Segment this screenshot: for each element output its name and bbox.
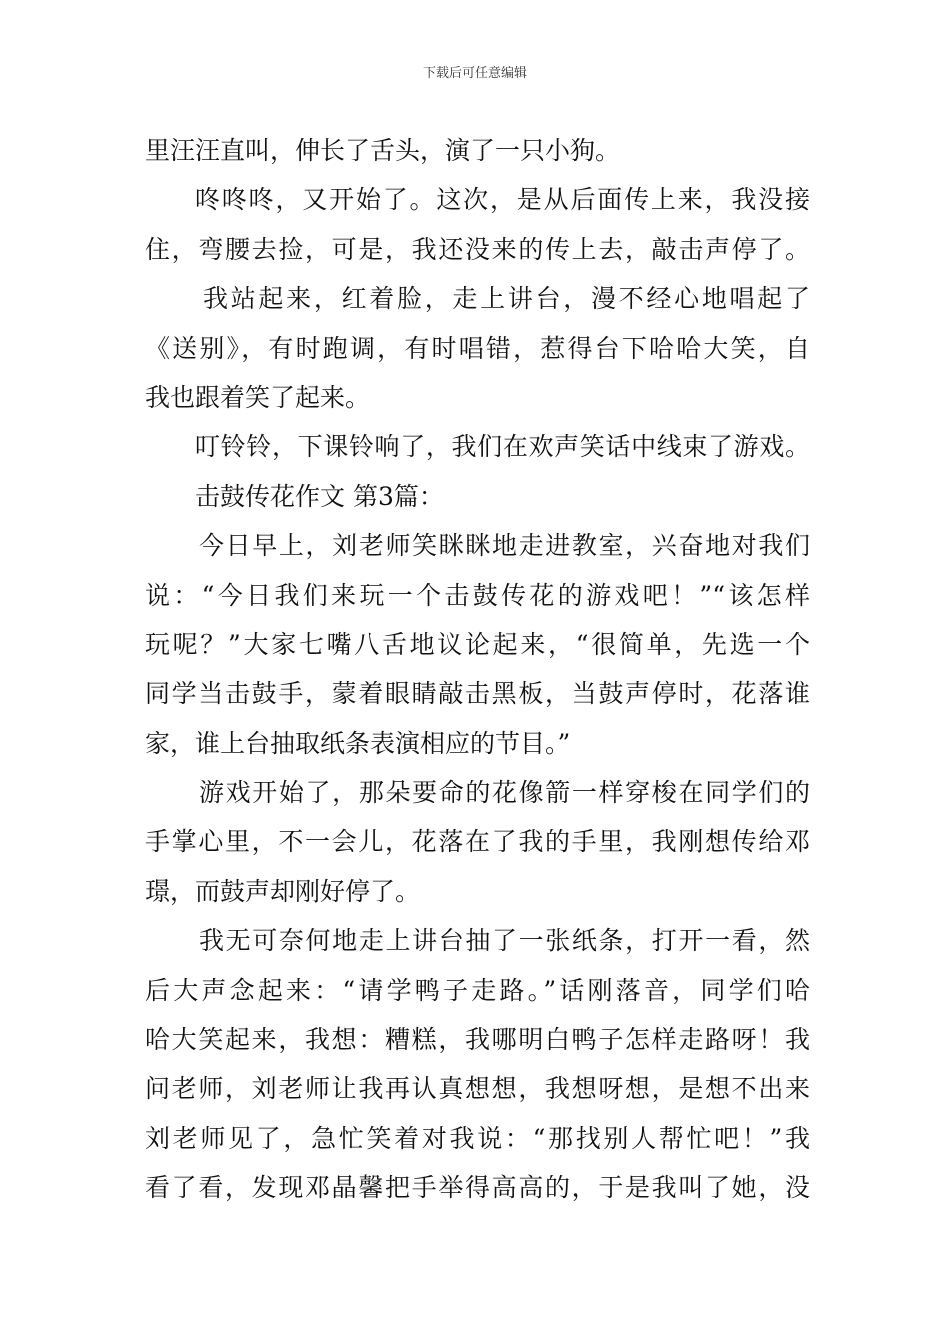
section-heading: 击鼓传花作文 第3篇： bbox=[195, 481, 444, 511]
text-line: 我无可奈何地走上讲台抽了一张纸条，打开一看，然 bbox=[199, 926, 810, 956]
text-line: 手掌心里，不一会儿，花落在了我的手里，我刚想传给邓 bbox=[145, 827, 810, 857]
text-line: 说：“今日我们来玩一个击鼓传花的游戏吧！”“该怎样 bbox=[145, 580, 810, 610]
text-line: 住，弯腰去捡，可是，我还没来的传上去，敲击声停了。 bbox=[145, 234, 810, 264]
text-line: 我也跟着笑了起来。 bbox=[145, 382, 371, 412]
document-body bbox=[145, 126, 810, 1213]
page-header: 下载后可任意编辑 bbox=[422, 66, 527, 81]
text-line: 叮铃铃，下课铃响了，我们在欢声笑话中线束了游戏。 bbox=[195, 432, 810, 462]
text-line: 哈大笑起来，我想：糟糕，我哪明白鸭子怎样走路呀！我 bbox=[145, 1025, 810, 1055]
text-line: 里汪汪直叫，伸长了舌头，演了一只小狗。 bbox=[145, 136, 621, 165]
text-line: 我站起来，红着脸，走上讲台，漫不经心地唱起了 bbox=[203, 284, 810, 314]
text-line: 璟，而鼓声却刚好停了。 bbox=[145, 876, 421, 906]
text-line: 今日早上，刘老师笑眯眯地走进教室，兴奋地对我们 bbox=[199, 531, 810, 561]
text-line: 同学当击鼓手，蒙着眼睛敲击黑板，当鼓声停时，花落谁 bbox=[145, 679, 810, 709]
text-line: 家，谁上台抽取纸条表演相应的节目。” bbox=[145, 728, 571, 758]
text-line: 问老师，刘老师让我再认真想想，我想呀想，是想不出来 bbox=[145, 1074, 810, 1104]
text-line: 看了看，发现邓晶馨把手举得高高的，于是我叫了她，没 bbox=[145, 1173, 810, 1203]
text-line: 游戏开始了，那朵要命的花像箭一样穿梭在同学们的 bbox=[199, 778, 810, 808]
text-line: 后大声念起来：“请学鸭子走路。”话刚落音，同学们哈 bbox=[145, 975, 810, 1005]
text-line: 《送别》，有时跑调，有时唱错，惹得台下哈哈大笑，自 bbox=[145, 333, 810, 363]
text-line: 玩呢？”大家七嘴八舌地议论起来，“很简单，先选一个 bbox=[145, 629, 810, 659]
text-line: 咚咚咚，又开始了。这次，是从后面传上来，我没接 bbox=[195, 185, 810, 215]
text-line: 刘老师见了，急忙笑着对我说：“那找别人帮忙吧！”我 bbox=[145, 1123, 810, 1153]
